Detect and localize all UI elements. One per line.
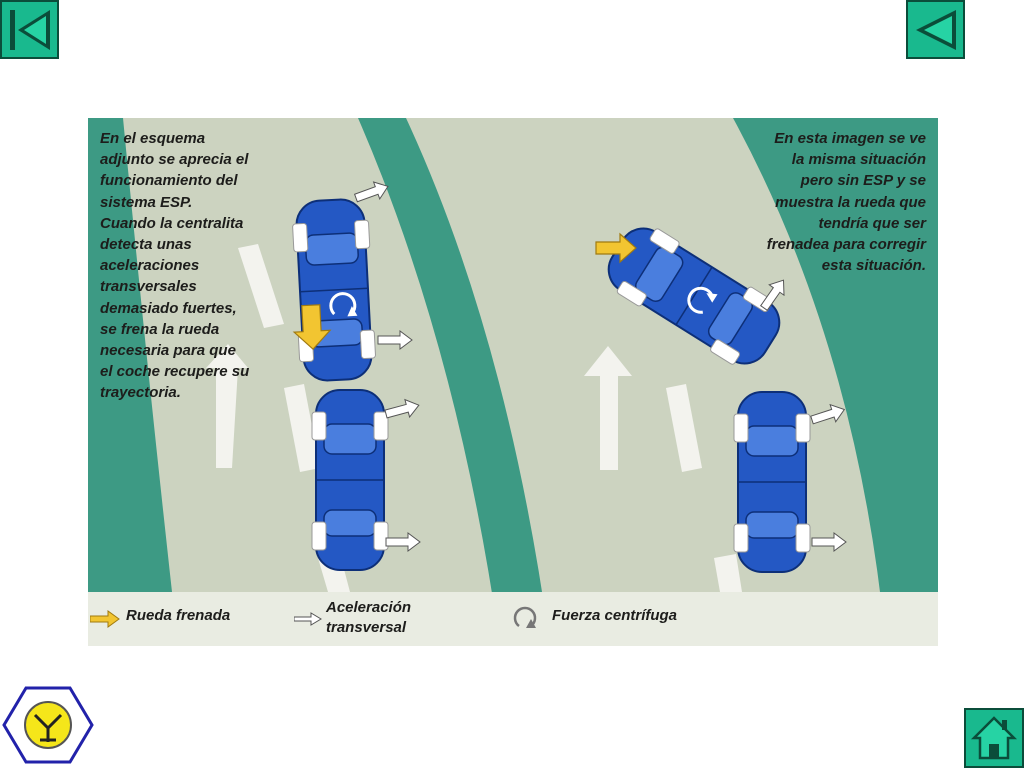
house-icon <box>966 710 1022 766</box>
legend-centrifugal-force: Fuerza centrífuga <box>552 607 678 624</box>
skip-to-first-icon <box>2 2 57 57</box>
legend-lateral-acceleration <box>326 598 411 638</box>
first-slide-button[interactable] <box>0 0 59 59</box>
yellow-arrow-icon <box>90 610 120 628</box>
home-button[interactable] <box>964 708 1024 768</box>
rotation-arrow-icon <box>510 604 540 634</box>
car-with-esp-top <box>287 198 376 382</box>
direction-arrow-right <box>584 346 632 470</box>
previous-slide-button[interactable] <box>906 0 965 59</box>
white-arrow-icon <box>294 612 322 626</box>
legend-braked-wheel: Rueda frenada <box>126 607 231 624</box>
caption-without-esp: En esta imagen se ve la misma situación pero sin ESP y se muestra la rueda que tendría que ser frenadea para corregir esta situación. <box>766 130 926 275</box>
legend-lateral-line2: transversal <box>326 619 407 636</box>
legend <box>88 592 938 646</box>
legend-lateral-line1: Aceleración <box>326 599 412 616</box>
caption-with-esp: En el esquema adjunto se aprecia el funcionamiento del sistema ESP. Cuando la centralita detecta unas aceleraciones transversales demasiado fuertes, se frena la rueda necesaria para que el coche recupere su trayectoria. <box>100 130 250 402</box>
triangle-left-icon <box>908 2 963 57</box>
car-without-esp-bottom <box>734 392 810 572</box>
logo-icon <box>2 684 94 766</box>
car-with-esp-bottom <box>312 390 388 570</box>
esp-diagram <box>88 118 938 646</box>
